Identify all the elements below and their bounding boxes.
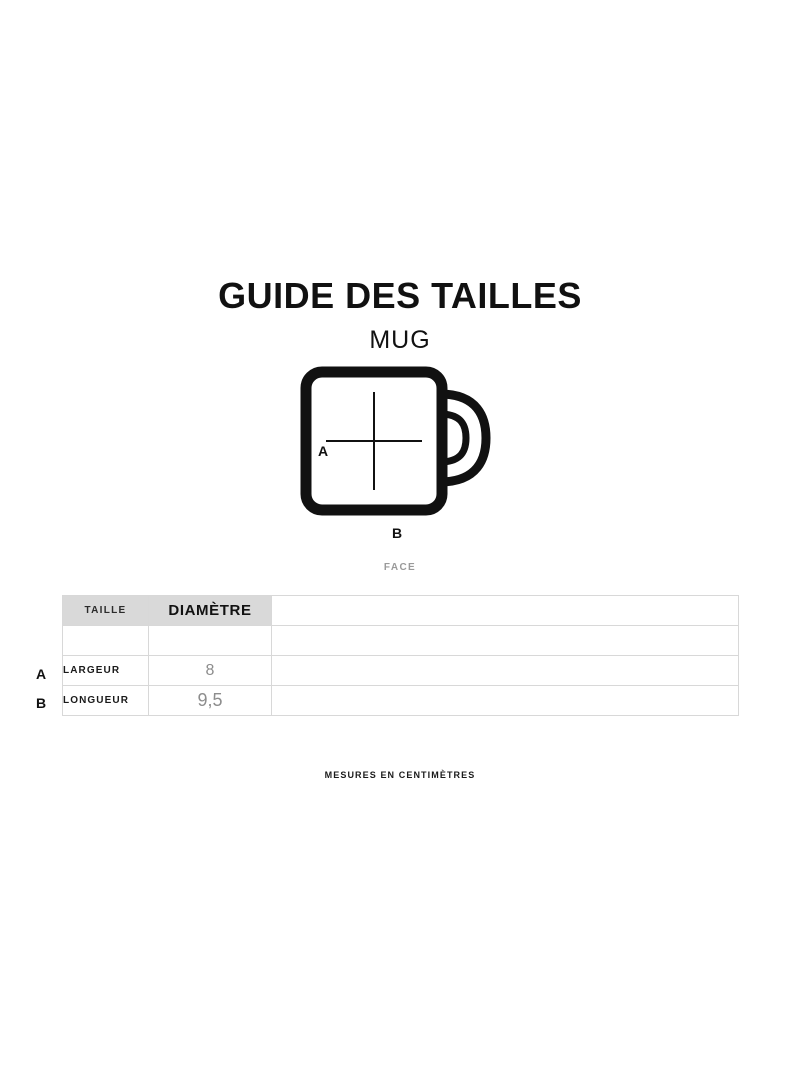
blank-cell-1 — [63, 626, 149, 656]
diagram-label-a: A — [318, 443, 329, 459]
row-letter-a: A — [36, 666, 47, 682]
blank-cell-2 — [149, 626, 272, 656]
header-diametre: DIAMÈTRE — [149, 596, 272, 626]
size-table — [62, 595, 739, 716]
row-value-longueur: 9,5 — [149, 686, 272, 716]
table-blank-row — [63, 626, 739, 656]
size-table-wrapper — [62, 595, 738, 716]
footer-note: MESURES EN CENTIMÈTRES — [324, 770, 476, 780]
diagram-label-b: B — [392, 525, 403, 541]
page-subtitle: MUG — [369, 326, 431, 354]
title-block — [0, 275, 800, 354]
view-label: FACE — [383, 562, 417, 573]
row-spacer-longueur — [272, 686, 739, 716]
row-spacer-largeur — [272, 656, 739, 686]
table-header-row — [63, 596, 739, 626]
row-label-longueur: LONGUEUR — [63, 686, 149, 716]
mug-diagram — [0, 366, 800, 581]
row-value-largeur: 8 — [149, 656, 272, 686]
page-title: GUIDE DES TAILLES — [218, 275, 582, 316]
header-spacer — [272, 596, 739, 626]
header-taille: TAILLE — [63, 596, 149, 626]
table-row — [63, 686, 739, 716]
row-letter-b: B — [36, 695, 47, 711]
blank-cell-3 — [272, 626, 739, 656]
table-row — [63, 656, 739, 686]
row-label-largeur: LARGEUR — [63, 656, 149, 686]
